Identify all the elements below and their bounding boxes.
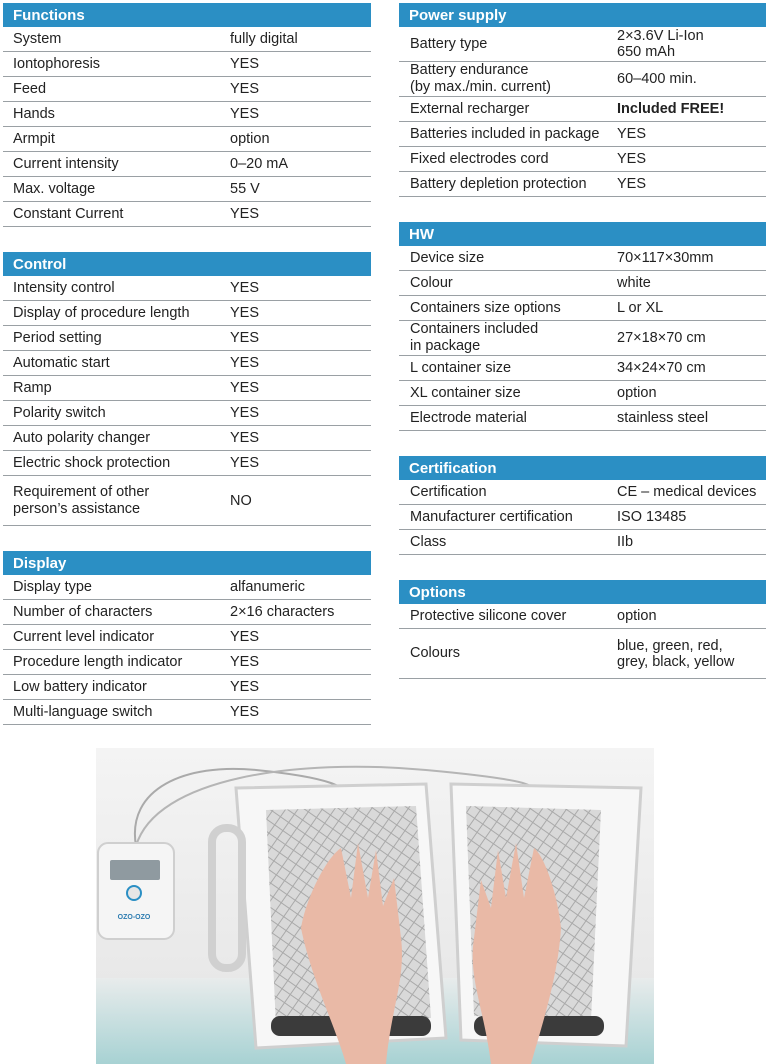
- spec-label: Procedure length indicator: [13, 653, 183, 670]
- spec-label: Polarity switch: [13, 404, 106, 421]
- spec-label: L container size: [410, 359, 512, 376]
- spec-row: [399, 271, 766, 296]
- spec-value: YES: [230, 380, 260, 396]
- spec-label: Multi-language switch: [13, 703, 153, 720]
- spec-row: [3, 351, 371, 376]
- spec-row: [3, 102, 371, 127]
- spec-value: 55 V: [230, 181, 260, 197]
- spec-value: 70×117×30mm: [617, 250, 714, 266]
- spec-row: [3, 127, 371, 152]
- spec-label: External recharger: [410, 100, 530, 117]
- spec-label: Protective silicone cover: [410, 607, 567, 624]
- spec-row: [399, 321, 766, 356]
- spec-value: YES: [230, 355, 260, 371]
- spec-label: Current intensity: [13, 155, 119, 172]
- spec-value: stainless steel: [617, 410, 709, 426]
- spec-value: 60–400 min.: [617, 71, 697, 87]
- spec-value: white: [617, 275, 651, 291]
- spec-label: Period setting: [13, 329, 102, 346]
- spec-label: Colours: [410, 645, 460, 661]
- spec-row: [399, 172, 766, 197]
- section-header: Functions: [3, 3, 371, 27]
- spec-value: YES: [230, 206, 260, 222]
- spec-value: alfanumeric: [230, 579, 305, 595]
- spec-value: YES: [230, 330, 260, 346]
- spec-value: YES: [230, 629, 260, 645]
- spec-value: YES: [230, 654, 260, 670]
- spec-label: Requirement of other person’s assistance: [13, 483, 150, 517]
- spec-value: YES: [617, 151, 647, 167]
- spec-value: YES: [617, 126, 647, 142]
- spec-row: [399, 381, 766, 406]
- spec-value: fully digital: [230, 31, 298, 47]
- spec-label: Containers included in package: [410, 321, 539, 354]
- section-header: Power supply: [399, 3, 766, 27]
- spec-value: 2×16 characters: [230, 604, 335, 620]
- spec-value: IIb: [617, 534, 634, 550]
- spec-row: [3, 650, 371, 675]
- spec-row: [3, 700, 371, 725]
- spec-row: [399, 122, 766, 147]
- spec-label: XL container size: [410, 384, 521, 401]
- spec-row: [3, 177, 371, 202]
- spec-value: YES: [230, 280, 260, 296]
- spec-row: [3, 476, 371, 526]
- spec-value: YES: [617, 176, 647, 192]
- spec-value: ISO 13485: [617, 509, 687, 525]
- spec-row: [399, 27, 766, 62]
- right-column: [399, 3, 766, 704]
- section-certification: [399, 456, 766, 555]
- section-header: HW: [399, 222, 766, 246]
- spec-row: [399, 505, 766, 530]
- spec-label: Fixed electrodes cord: [410, 150, 549, 167]
- section-header: Options: [399, 580, 766, 604]
- spec-row: [3, 575, 371, 600]
- spec-row: [399, 246, 766, 271]
- spec-label: Battery type: [410, 35, 488, 52]
- spec-label: Containers size options: [410, 299, 561, 316]
- spec-label: Ramp: [13, 379, 52, 396]
- spec-row: [3, 152, 371, 177]
- spec-label: Manufacturer certification: [410, 508, 573, 525]
- section-header: Control: [3, 252, 371, 276]
- spec-row: [3, 202, 371, 227]
- spec-value: NO: [230, 492, 252, 509]
- spec-label: Certification: [410, 483, 487, 500]
- spec-label: Display of procedure length: [13, 304, 190, 321]
- spec-row: [399, 480, 766, 505]
- section-hw: [399, 222, 766, 431]
- spec-value: option: [617, 608, 657, 624]
- spec-label: Device size: [410, 249, 485, 266]
- spec-value: YES: [230, 704, 260, 720]
- spec-label: Auto polarity changer: [13, 429, 151, 446]
- spec-label: Colour: [410, 274, 453, 291]
- spec-row: [3, 376, 371, 401]
- spec-value: 2×3.6V Li-Ion 650 mAh: [617, 28, 704, 60]
- spec-value: 34×24×70 cm: [617, 360, 706, 376]
- spec-row: [399, 604, 766, 629]
- spec-value: option: [230, 131, 270, 147]
- spec-label: System: [13, 30, 62, 47]
- spec-label: Max. voltage: [13, 180, 96, 197]
- spec-value: YES: [230, 679, 260, 695]
- spec-label: Electric shock protection: [13, 454, 171, 471]
- spec-row: [3, 301, 371, 326]
- spec-value: YES: [230, 106, 260, 122]
- spec-row: [3, 52, 371, 77]
- spec-row: [399, 530, 766, 555]
- spec-row: [399, 62, 766, 97]
- section-options: [399, 580, 766, 679]
- product-photo: [96, 748, 654, 1064]
- spec-row: [399, 406, 766, 431]
- spec-row: [3, 451, 371, 476]
- spec-label: Armpit: [13, 130, 55, 147]
- section-control: [3, 252, 371, 526]
- spec-label: Batteries included in package: [410, 125, 600, 142]
- spec-value: L or XL: [617, 300, 664, 316]
- spec-label: Intensity control: [13, 279, 115, 296]
- spec-value: 27×18×70 cm: [617, 330, 706, 346]
- spec-value: YES: [230, 455, 260, 471]
- spec-row: [3, 675, 371, 700]
- spec-value: YES: [230, 81, 260, 97]
- spec-value: CE – medical devices: [617, 484, 757, 500]
- spec-row: [3, 276, 371, 301]
- spec-label: Number of characters: [13, 603, 153, 620]
- spec-label: Automatic start: [13, 354, 110, 371]
- section-power-supply: [399, 3, 766, 197]
- section-display: [3, 551, 371, 725]
- spec-row: [399, 356, 766, 381]
- spec-label: Battery endurance (by max./min. current): [410, 62, 551, 95]
- spec-value: YES: [230, 405, 260, 421]
- spec-label: Feed: [13, 80, 47, 97]
- spec-label: Battery depletion protection: [410, 175, 587, 192]
- spec-row: [399, 629, 766, 679]
- section-header: Certification: [399, 456, 766, 480]
- spec-value: YES: [230, 305, 260, 321]
- spec-label: Class: [410, 533, 447, 550]
- spec-row: [3, 625, 371, 650]
- spec-row: [3, 77, 371, 102]
- spec-value: blue, green, red, grey, black, yellow: [617, 637, 735, 670]
- spec-value: YES: [230, 56, 260, 72]
- spec-row: [3, 401, 371, 426]
- spec-row: [399, 296, 766, 321]
- spec-row: [3, 27, 371, 52]
- left-column: [3, 3, 371, 750]
- spec-row: [399, 97, 766, 122]
- section-functions: [3, 3, 371, 227]
- spec-row: [399, 147, 766, 172]
- spec-label: Electrode material: [410, 409, 527, 426]
- spec-label: Iontophoresis: [13, 55, 101, 72]
- spec-value: Included FREE!: [617, 101, 725, 117]
- spec-value: 0–20 mA: [230, 156, 289, 172]
- device-brand-label: OZO-OZO: [117, 914, 151, 921]
- spec-label: Constant Current: [13, 205, 124, 222]
- spec-label: Low battery indicator: [13, 678, 147, 695]
- spec-label: Display type: [13, 578, 92, 595]
- section-header: Display: [3, 551, 371, 575]
- spec-row: [3, 426, 371, 451]
- spec-label: Hands: [13, 105, 55, 122]
- spec-value: option: [617, 385, 657, 401]
- spec-row: [3, 326, 371, 351]
- spec-row: [3, 600, 371, 625]
- spec-label: Current level indicator: [13, 628, 155, 645]
- spec-value: YES: [230, 430, 260, 446]
